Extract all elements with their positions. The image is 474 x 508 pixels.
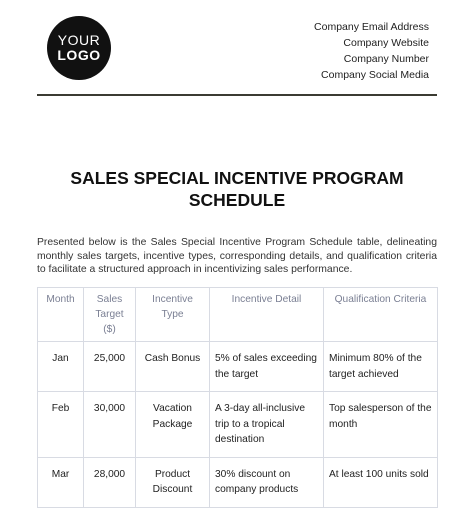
- cell-qualification-criteria: Minimum 80% of the target achieved: [324, 342, 438, 392]
- header-incentive-type: Incentive Type: [136, 288, 210, 342]
- table-header-row: [38, 288, 438, 342]
- logo-line-2: LOGO: [57, 47, 101, 63]
- cell-month: Mar: [38, 457, 84, 507]
- company-logo: [47, 16, 111, 80]
- cell-qualification-criteria: Top salesperson of the month: [324, 392, 438, 458]
- title-line-2: SCHEDULE: [188, 190, 286, 210]
- header-divider: [37, 94, 437, 96]
- table-row: [38, 342, 438, 392]
- header-month: Month: [38, 288, 84, 342]
- cell-month: Feb: [38, 392, 84, 458]
- company-website: Company Website: [343, 37, 429, 49]
- intro-paragraph: Presented below is the Sales Special Incentive Program Schedule table, delineating monthly sales targets, incentive types, corresponding details, and qualification criteria to facilitate a structured approach in incentivizing sales performance.: [37, 237, 437, 275]
- table-row: [38, 457, 438, 507]
- page-title: [37, 167, 437, 211]
- cell-qualification-criteria: At least 100 units sold: [324, 457, 438, 507]
- incentive-schedule-table: [37, 287, 438, 508]
- header-qualification-criteria: Qualification Criteria: [324, 288, 438, 342]
- cell-incentive-detail: 30% discount on company products: [210, 457, 324, 507]
- cell-incentive-type: Cash Bonus: [136, 342, 210, 392]
- title-line-1: SALES SPECIAL INCENTIVE PROGRAM: [70, 168, 404, 188]
- cell-incentive-type: Product Discount: [136, 457, 210, 507]
- header-incentive-detail: Incentive Detail: [210, 288, 324, 342]
- logo-line-1: YOUR: [57, 32, 101, 48]
- cell-incentive-type: Vacation Package: [136, 392, 210, 458]
- cell-incentive-detail: A 3-day all-inclusive trip to a tropical destination: [210, 392, 324, 458]
- company-number: Company Number: [343, 53, 429, 65]
- cell-sales-target: 25,000: [84, 342, 136, 392]
- cell-month: Jan: [38, 342, 84, 392]
- header-sales-target: Sales Target ($): [84, 288, 136, 342]
- company-contact-block: [314, 19, 429, 83]
- cell-incentive-detail: 5% of sales exceeding the target: [210, 342, 324, 392]
- table-row: [38, 392, 438, 458]
- cell-sales-target: 30,000: [84, 392, 136, 458]
- company-social-media: Company Social Media: [321, 69, 429, 81]
- company-email: Company Email Address: [314, 21, 429, 33]
- cell-sales-target: 28,000: [84, 457, 136, 507]
